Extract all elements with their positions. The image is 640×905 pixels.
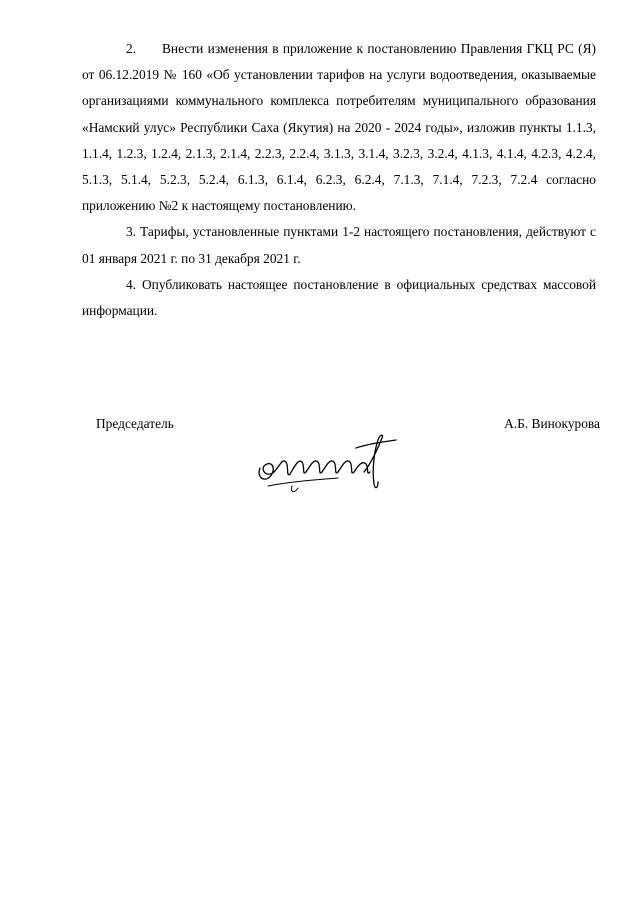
document-body: [82, 36, 596, 324]
item-number: 2.: [126, 41, 137, 56]
paragraph-text: Внести изменения в приложение к постановлению Правления ГКЦ РС (Я) от 06.12.2019 № 160 «Об установлении тарифов на услуги водоотведения, оказываемые организациями коммунального комплекса потребителям муниципального образования «Намский улус» Республики Саха (Якутия) на 2020 - 2024 годы», изложив пункты 1.1.3, 1.1.4, 1.2.3, 1.2.4, 2.1.3, 2.1.4, 2.2.3, 2.2.4, 3.1.3, 3.1.4, 3.2.3, 3.2.4, 4.1.3, 4.1.4, 4.2.3, 4.2.4, 5.1.3, 5.1.4, 5.2.3, 5.2.4, 6.1.3, 6.1.4, 6.2.3, 6.2.4, 7.1.3, 7.1.4, 7.2.3, 7.2.4 согласно приложению №2 к настоящему постановлению.: [82, 41, 596, 214]
paragraph-item-3: 3. Тарифы, установленные пунктами 1-2 настоящего постановления, действуют с 01 января 2021 г. по 31 декабря 2021 г.: [82, 224, 596, 266]
paragraph-item-4: 4. Опубликовать настоящее постановление в официальных средствах массовой информации.: [82, 276, 596, 319]
signature-block: [96, 416, 600, 496]
paragraph-item-2: [82, 36, 596, 219]
signatory-name: А.Б. Винокурова: [504, 416, 600, 431]
handwritten-signature: [252, 426, 402, 496]
signatory-title: Председатель: [96, 416, 174, 431]
